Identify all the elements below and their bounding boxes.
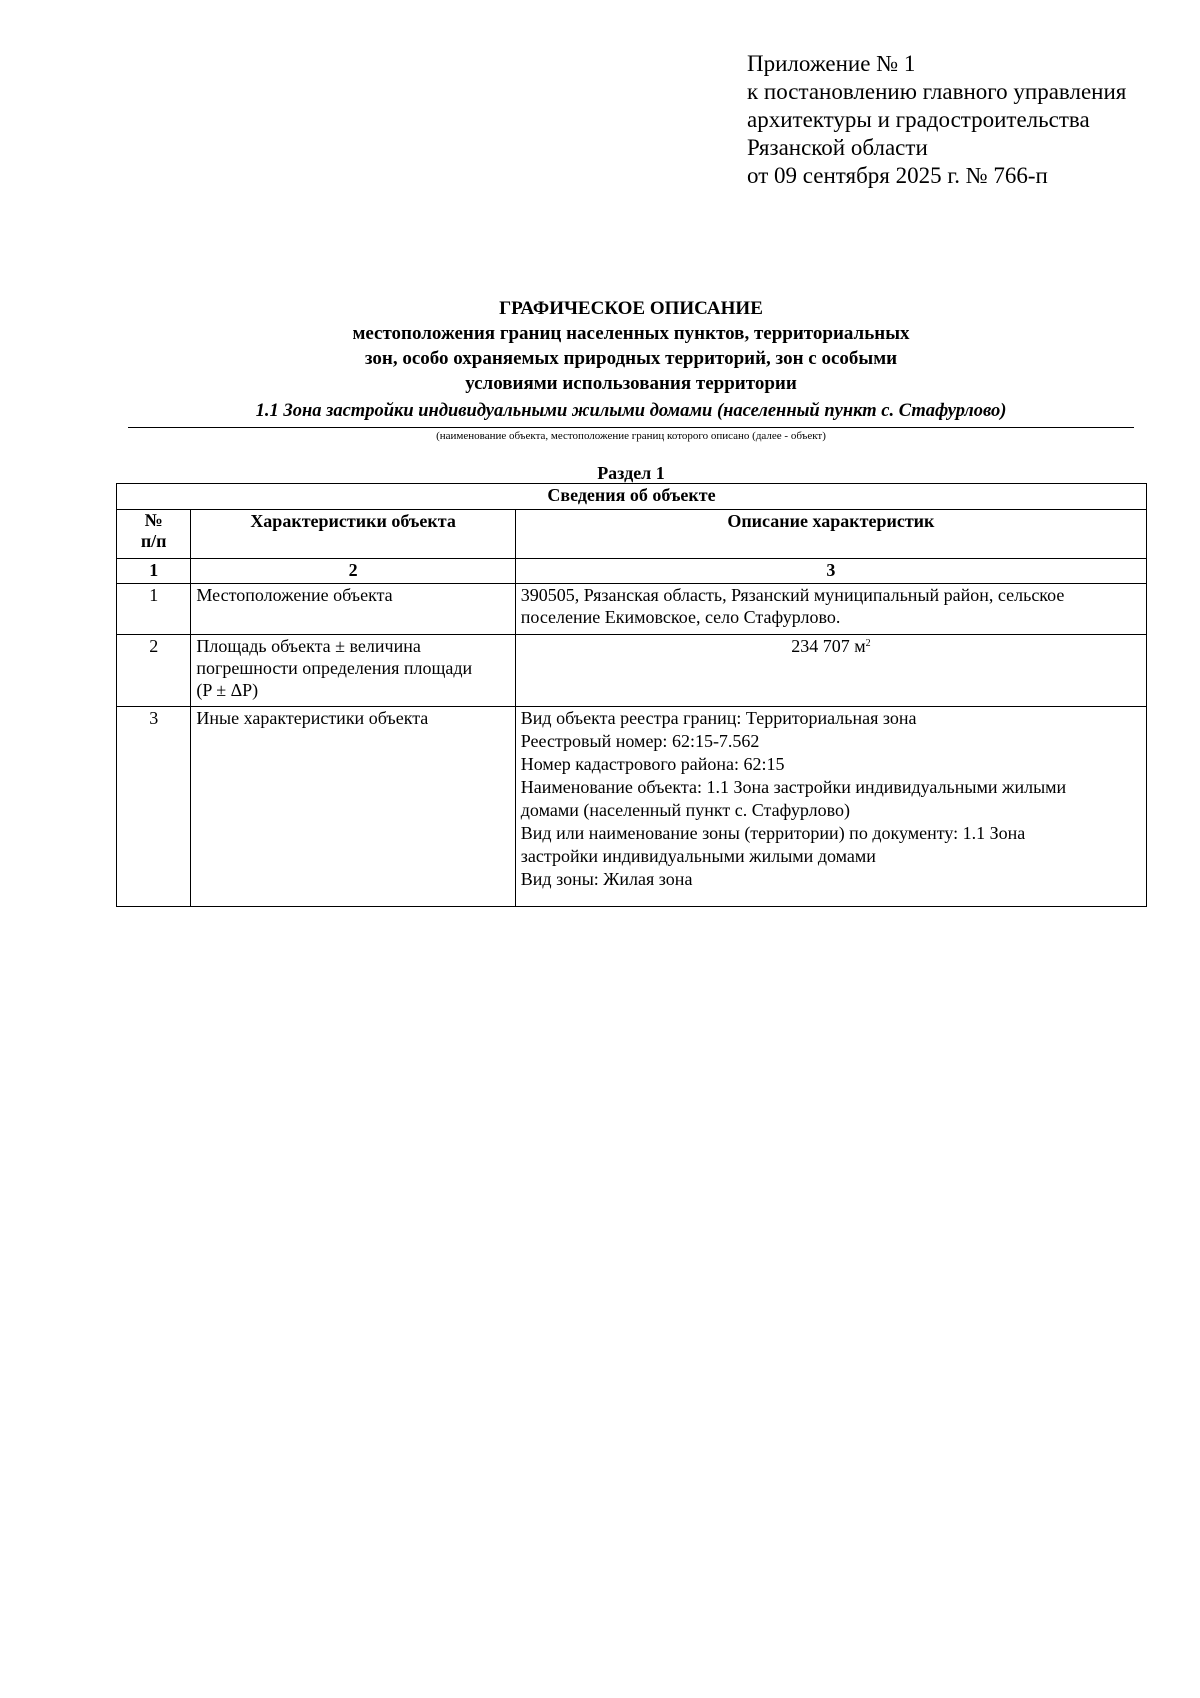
row-number: 2 xyxy=(117,635,191,707)
title-subline: условиями использования территории xyxy=(465,373,797,394)
row-description xyxy=(515,635,1146,707)
row-characteristic: Иные характеристики объекта xyxy=(191,707,515,907)
description-line: домами (населенный пункт с. Стафурлово) xyxy=(520,800,850,820)
description-line: Наименование объекта: 1.1 Зона застройки индивидуальными жилыми xyxy=(520,777,1067,797)
description-line: Вид объекта реестра границ: Территориальная зона xyxy=(520,708,917,728)
row-characteristic: Местоположение объекта xyxy=(191,584,515,635)
description-line: Вид зоны: Жилая зона xyxy=(520,869,693,889)
appendix-line: Рязанской области xyxy=(747,135,928,160)
section-title: Раздел 1 xyxy=(597,463,665,483)
header-number xyxy=(117,510,191,559)
description-line: поселение Екимовское, село Стафурлово. xyxy=(520,607,841,627)
description-line: Реестровый номер: 62:15-7.562 xyxy=(520,731,760,751)
row-number: 3 xyxy=(117,707,191,907)
row-description xyxy=(515,584,1146,635)
appendix-line: архитектуры и градостроительства xyxy=(747,107,1090,132)
table-header-row xyxy=(117,510,1147,559)
appendix-line: от 09 сентября 2025 г. № 766-п xyxy=(747,163,1048,188)
header-description: Описание характеристик xyxy=(515,510,1146,559)
description-line: Вид или наименование зоны (территории) по документу: 1.1 Зона xyxy=(520,823,1026,843)
header-characteristics: Характеристики объекта xyxy=(191,510,515,559)
object-underline xyxy=(128,427,1134,428)
appendix-line: Приложение № 1 xyxy=(747,51,916,76)
title-main: ГРАФИЧЕСКОЕ ОПИСАНИЕ xyxy=(499,298,763,319)
table-caption: Сведения об объекте xyxy=(117,484,1147,510)
table-index-row xyxy=(117,559,1147,584)
header-number-line: п/п xyxy=(140,531,167,551)
characteristic-line: погрешности определения площади xyxy=(196,658,473,678)
table-row xyxy=(117,707,1147,907)
document-title xyxy=(0,296,1200,396)
header-number-line: № xyxy=(144,510,163,530)
object-info-table xyxy=(116,483,1147,907)
appendix-line: к постановлению главного управления xyxy=(747,79,1127,104)
title-subline: местоположения границ населенных пунктов, территориальных xyxy=(352,323,910,344)
row-characteristic xyxy=(191,635,515,707)
title-subline: зон, особо охраняемых природных территорий, зон с особыми xyxy=(364,348,898,369)
index-cell: 2 xyxy=(191,559,515,584)
area-unit-exponent: 2 xyxy=(865,638,871,649)
description-line: 390505, Рязанская область, Рязанский муниципальный район, сельское xyxy=(520,585,1065,605)
characteristic-line: Площадь объекта ± величина xyxy=(196,636,421,656)
table-row xyxy=(117,584,1147,635)
appendix-note xyxy=(747,50,1126,190)
table-caption-row xyxy=(117,484,1147,510)
table-row xyxy=(117,635,1147,707)
characteristic-line: (P ± ΔP) xyxy=(196,680,259,700)
index-cell: 3 xyxy=(515,559,1146,584)
row-description xyxy=(515,707,1146,907)
index-cell: 1 xyxy=(117,559,191,584)
object-name: 1.1 Зона застройки индивидуальными жилыми домами (населенный пункт с. Стафурлово) xyxy=(255,401,1007,421)
object-caption: (наименование объекта, местоположение границ которого описано (далее - объект) xyxy=(436,430,826,442)
area-value: 234 707 м xyxy=(791,636,866,656)
row-number: 1 xyxy=(117,584,191,635)
description-line: застройки индивидуальными жилыми домами xyxy=(520,846,876,866)
description-line: Номер кадастрового района: 62:15 xyxy=(520,754,785,774)
